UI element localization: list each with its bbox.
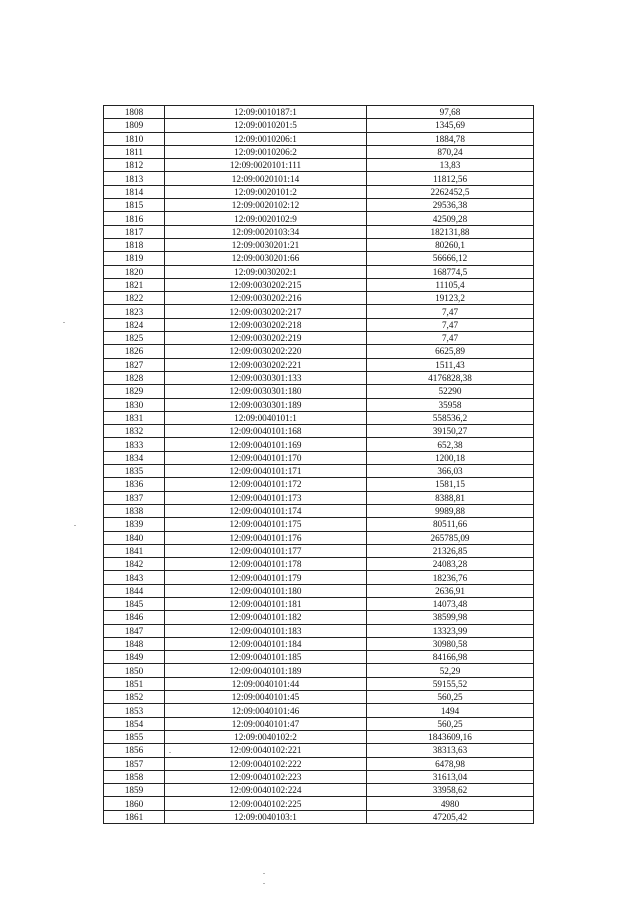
- cadastral-number-cell: 12:09:0030202:220: [165, 345, 367, 358]
- table-row: [104, 544, 534, 557]
- row-number-cell: 1826: [104, 345, 165, 358]
- row-number-cell: 1827: [104, 358, 165, 371]
- table-row: [104, 730, 534, 743]
- table-row: [104, 371, 534, 384]
- cadastral-number-cell: 12:09:0040101:168: [165, 425, 367, 438]
- row-number-cell: 1852: [104, 691, 165, 704]
- row-number-cell: 1809: [104, 119, 165, 132]
- table-row: [104, 810, 534, 823]
- value-cell: 366,03: [367, 465, 534, 478]
- cadastral-number-cell: 12:09:0040101:170: [165, 451, 367, 464]
- table-row: [104, 292, 534, 305]
- cadastral-number-cell: 12:09:0040102:223: [165, 770, 367, 783]
- row-number-cell: 1830: [104, 398, 165, 411]
- scan-speck: [63, 322, 65, 323]
- value-cell: 7,47: [367, 318, 534, 331]
- row-number-cell: 1820: [104, 265, 165, 278]
- table-row: [104, 225, 534, 238]
- cadastral-number-cell: 12:09:0020101:2: [165, 185, 367, 198]
- row-number-cell: 1841: [104, 544, 165, 557]
- cadastral-number-cell: 12:09:0010201:5: [165, 119, 367, 132]
- row-number-cell: 1840: [104, 531, 165, 544]
- row-number-cell: 1837: [104, 491, 165, 504]
- table-row: [104, 145, 534, 158]
- cadastral-number-cell: 12:09:0040101:180: [165, 584, 367, 597]
- table-row: [104, 797, 534, 810]
- cadastral-number-cell: 12:09:0040102:224: [165, 784, 367, 797]
- table-row: [104, 677, 534, 690]
- cadastral-number-cell: 12:09:0030201:21: [165, 238, 367, 251]
- table-row: [104, 185, 534, 198]
- value-cell: 1843609,16: [367, 730, 534, 743]
- value-cell: 8388,81: [367, 491, 534, 504]
- table-row: [104, 584, 534, 597]
- table-row: [104, 558, 534, 571]
- table-row: [104, 478, 534, 491]
- row-number-cell: 1857: [104, 757, 165, 770]
- row-number-cell: 1844: [104, 584, 165, 597]
- cadastral-number-cell: 12:09:0040103:1: [165, 810, 367, 823]
- table-row: [104, 571, 534, 584]
- value-cell: 39150,27: [367, 425, 534, 438]
- value-cell: 31613,04: [367, 770, 534, 783]
- cadastral-number-cell: 12:09:0040101:172: [165, 478, 367, 491]
- row-number-cell: 1815: [104, 199, 165, 212]
- cadastral-number-cell: 12:09:0040102:222: [165, 757, 367, 770]
- table-row: [104, 757, 534, 770]
- cadastral-number-cell: 12:09:0040101:177: [165, 544, 367, 557]
- cadastral-number-cell: 12:09:0040101:1: [165, 411, 367, 424]
- cadastral-number-cell: 12:09:0040101:176: [165, 531, 367, 544]
- row-number-cell: 1829: [104, 385, 165, 398]
- value-cell: 168774,5: [367, 265, 534, 278]
- row-number-cell: 1816: [104, 212, 165, 225]
- cadastral-number-cell: 12:09:0040101:173: [165, 491, 367, 504]
- value-cell: 1511,43: [367, 358, 534, 371]
- row-number-cell: 1814: [104, 185, 165, 198]
- value-cell: 24083,28: [367, 558, 534, 571]
- table-row: [104, 624, 534, 637]
- cadastral-number-cell: 12:09:0040101:47: [165, 717, 367, 730]
- table-row: [104, 345, 534, 358]
- table-row: [104, 318, 534, 331]
- row-number-cell: 1851: [104, 677, 165, 690]
- value-cell: 1200,18: [367, 451, 534, 464]
- row-number-cell: 1850: [104, 664, 165, 677]
- cadastral-number-cell: 12:09:0040102:2: [165, 730, 367, 743]
- table-row: [104, 691, 534, 704]
- cadastral-number-cell: 12:09:0020101:14: [165, 172, 367, 185]
- row-number-cell: 1817: [104, 225, 165, 238]
- cadastral-number-cell: 12:09:0030301:133: [165, 371, 367, 384]
- value-cell: 14073,48: [367, 597, 534, 610]
- row-number-cell: 1821: [104, 278, 165, 291]
- table-row: [104, 106, 534, 119]
- value-cell: 1884,78: [367, 132, 534, 145]
- scan-speck: [263, 873, 265, 874]
- row-number-cell: 1813: [104, 172, 165, 185]
- row-number-cell: 1854: [104, 717, 165, 730]
- value-cell: 52,29: [367, 664, 534, 677]
- value-cell: 80511,66: [367, 518, 534, 531]
- table-row: [104, 438, 534, 451]
- value-cell: 29536,38: [367, 199, 534, 212]
- scan-speck: [74, 525, 76, 526]
- value-cell: 6478,98: [367, 757, 534, 770]
- row-number-cell: 1861: [104, 810, 165, 823]
- row-number-cell: 1835: [104, 465, 165, 478]
- cadastral-number-cell: 12:09:0020101:111: [165, 159, 367, 172]
- row-number-cell: 1856: [104, 744, 165, 757]
- table-row: [104, 531, 534, 544]
- value-cell: 80260,1: [367, 238, 534, 251]
- row-number-cell: 1831: [104, 411, 165, 424]
- row-number-cell: 1839: [104, 518, 165, 531]
- table-row: [104, 770, 534, 783]
- cadastral-number-cell: 12:09:0040101:182: [165, 611, 367, 624]
- cadastral-number-cell: 12:09:0040101:189: [165, 664, 367, 677]
- value-cell: 9989,88: [367, 504, 534, 517]
- row-number-cell: 1834: [104, 451, 165, 464]
- table-row: [104, 717, 534, 730]
- table-row: [104, 332, 534, 345]
- row-number-cell: 1828: [104, 371, 165, 384]
- table-row: [104, 597, 534, 610]
- row-number-cell: 1842: [104, 558, 165, 571]
- cadastral-number-cell: 12:09:0030201:66: [165, 252, 367, 265]
- value-cell: 11812,56: [367, 172, 534, 185]
- cadastral-number-cell: 12:09:0030202:215: [165, 278, 367, 291]
- row-number-cell: 1825: [104, 332, 165, 345]
- cadastral-number-cell: 12:09:0010206:1: [165, 132, 367, 145]
- table-row: [104, 305, 534, 318]
- value-cell: 1581,15: [367, 478, 534, 491]
- table-body: [104, 106, 534, 824]
- value-cell: 2636,91: [367, 584, 534, 597]
- table-row: [104, 504, 534, 517]
- table-row: [104, 252, 534, 265]
- row-number-cell: 1858: [104, 770, 165, 783]
- table-row: [104, 611, 534, 624]
- table-row: [104, 465, 534, 478]
- row-number-cell: 1818: [104, 238, 165, 251]
- value-cell: 35958: [367, 398, 534, 411]
- value-cell: 1345,69: [367, 119, 534, 132]
- table-row: [104, 664, 534, 677]
- cadastral-number-cell: 12:09:0030202:221: [165, 358, 367, 371]
- value-cell: 11105,4: [367, 278, 534, 291]
- value-cell: 84166,98: [367, 651, 534, 664]
- table-row: [104, 358, 534, 371]
- value-cell: 6625,89: [367, 345, 534, 358]
- value-cell: 33958,62: [367, 784, 534, 797]
- value-cell: 18236,76: [367, 571, 534, 584]
- cadastral-number-cell: 12:09:0040101:175: [165, 518, 367, 531]
- row-number-cell: 1822: [104, 292, 165, 305]
- value-cell: 7,47: [367, 332, 534, 345]
- row-number-cell: 1848: [104, 637, 165, 650]
- value-cell: 652,38: [367, 438, 534, 451]
- row-number-cell: 1832: [104, 425, 165, 438]
- cadastral-number-cell: 12:09:0040101:184: [165, 637, 367, 650]
- row-number-cell: 1836: [104, 478, 165, 491]
- value-cell: 52290: [367, 385, 534, 398]
- value-cell: 38313,63: [367, 744, 534, 757]
- cadastral-number-cell: 12:09:0040101:178: [165, 558, 367, 571]
- value-cell: 2262452,5: [367, 185, 534, 198]
- table-row: [104, 637, 534, 650]
- scan-speck: [263, 883, 265, 884]
- cadastral-number-cell: 12:09:0040102:221: [165, 744, 367, 757]
- table-row: [104, 132, 534, 145]
- table-row: [104, 651, 534, 664]
- cadastral-number-cell: 12:09:0040101:44: [165, 677, 367, 690]
- value-cell: 1494: [367, 704, 534, 717]
- cadastral-number-cell: 12:09:0040101:179: [165, 571, 367, 584]
- cadastral-number-cell: 12:09:0040101:169: [165, 438, 367, 451]
- value-cell: 21326,85: [367, 544, 534, 557]
- row-number-cell: 1833: [104, 438, 165, 451]
- value-cell: 182131,88: [367, 225, 534, 238]
- table-row: [104, 265, 534, 278]
- cadastral-number-cell: 12:09:0010206:2: [165, 145, 367, 158]
- cadastral-number-cell: 12:09:0030202:218: [165, 318, 367, 331]
- cadastral-number-cell: 12:09:0030202:216: [165, 292, 367, 305]
- cadastral-number-cell: 12:09:0020102:9: [165, 212, 367, 225]
- table-row: [104, 491, 534, 504]
- value-cell: 47205,42: [367, 810, 534, 823]
- value-cell: 19123,2: [367, 292, 534, 305]
- row-number-cell: 1845: [104, 597, 165, 610]
- row-number-cell: 1823: [104, 305, 165, 318]
- row-number-cell: 1824: [104, 318, 165, 331]
- row-number-cell: 1811: [104, 145, 165, 158]
- value-cell: 42509,28: [367, 212, 534, 225]
- row-number-cell: 1847: [104, 624, 165, 637]
- table-row: [104, 704, 534, 717]
- value-cell: 265785,09: [367, 531, 534, 544]
- table-row: [104, 411, 534, 424]
- cadastral-number-cell: 12:09:0020103:34: [165, 225, 367, 238]
- cadastral-number-cell: 12:09:0030301:180: [165, 385, 367, 398]
- cadastral-number-cell: 12:09:0040101:183: [165, 624, 367, 637]
- value-cell: 4980: [367, 797, 534, 810]
- cadastral-number-cell: 12:09:0040101:185: [165, 651, 367, 664]
- cadastral-number-cell: 12:09:0030301:189: [165, 398, 367, 411]
- table-row: [104, 744, 534, 757]
- value-cell: 56666,12: [367, 252, 534, 265]
- row-number-cell: 1843: [104, 571, 165, 584]
- table-row: [104, 425, 534, 438]
- row-number-cell: 1859: [104, 784, 165, 797]
- table-row: [104, 278, 534, 291]
- cadastral-number-cell: 12:09:0040101:45: [165, 691, 367, 704]
- table-row: [104, 238, 534, 251]
- scan-speck: [169, 752, 171, 753]
- table-row: [104, 159, 534, 172]
- cadastral-number-cell: 12:09:0040101:174: [165, 504, 367, 517]
- row-number-cell: 1846: [104, 611, 165, 624]
- value-cell: 558536,2: [367, 411, 534, 424]
- cadastral-number-cell: 12:09:0020102:12: [165, 199, 367, 212]
- cadastral-number-cell: 12:09:0030202:219: [165, 332, 367, 345]
- value-cell: 30980,58: [367, 637, 534, 650]
- cadastral-number-cell: 12:09:0040101:46: [165, 704, 367, 717]
- table-row: [104, 451, 534, 464]
- table-row: [104, 385, 534, 398]
- value-cell: 13,83: [367, 159, 534, 172]
- row-number-cell: 1853: [104, 704, 165, 717]
- value-cell: 59155,52: [367, 677, 534, 690]
- data-table: [103, 105, 534, 824]
- value-cell: 7,47: [367, 305, 534, 318]
- row-number-cell: 1855: [104, 730, 165, 743]
- table-row: [104, 212, 534, 225]
- table-row: [104, 119, 534, 132]
- row-number-cell: 1819: [104, 252, 165, 265]
- value-cell: 560,25: [367, 691, 534, 704]
- row-number-cell: 1808: [104, 106, 165, 119]
- value-cell: 4176828,38: [367, 371, 534, 384]
- cadastral-number-cell: 12:09:0010187:1: [165, 106, 367, 119]
- row-number-cell: 1849: [104, 651, 165, 664]
- cadastral-number-cell: 12:09:0040101:181: [165, 597, 367, 610]
- value-cell: 38599,98: [367, 611, 534, 624]
- table-row: [104, 398, 534, 411]
- row-number-cell: 1838: [104, 504, 165, 517]
- row-number-cell: 1860: [104, 797, 165, 810]
- cadastral-number-cell: 12:09:0030202:1: [165, 265, 367, 278]
- value-cell: 560,25: [367, 717, 534, 730]
- table-row: [104, 518, 534, 531]
- value-cell: 97,68: [367, 106, 534, 119]
- cadastral-number-cell: 12:09:0040102:225: [165, 797, 367, 810]
- table-row: [104, 199, 534, 212]
- value-cell: 870,24: [367, 145, 534, 158]
- cadastral-number-cell: 12:09:0030202:217: [165, 305, 367, 318]
- table-row: [104, 784, 534, 797]
- cadastral-number-cell: 12:09:0040101:171: [165, 465, 367, 478]
- value-cell: 13323,99: [367, 624, 534, 637]
- table-row: [104, 172, 534, 185]
- row-number-cell: 1810: [104, 132, 165, 145]
- row-number-cell: 1812: [104, 159, 165, 172]
